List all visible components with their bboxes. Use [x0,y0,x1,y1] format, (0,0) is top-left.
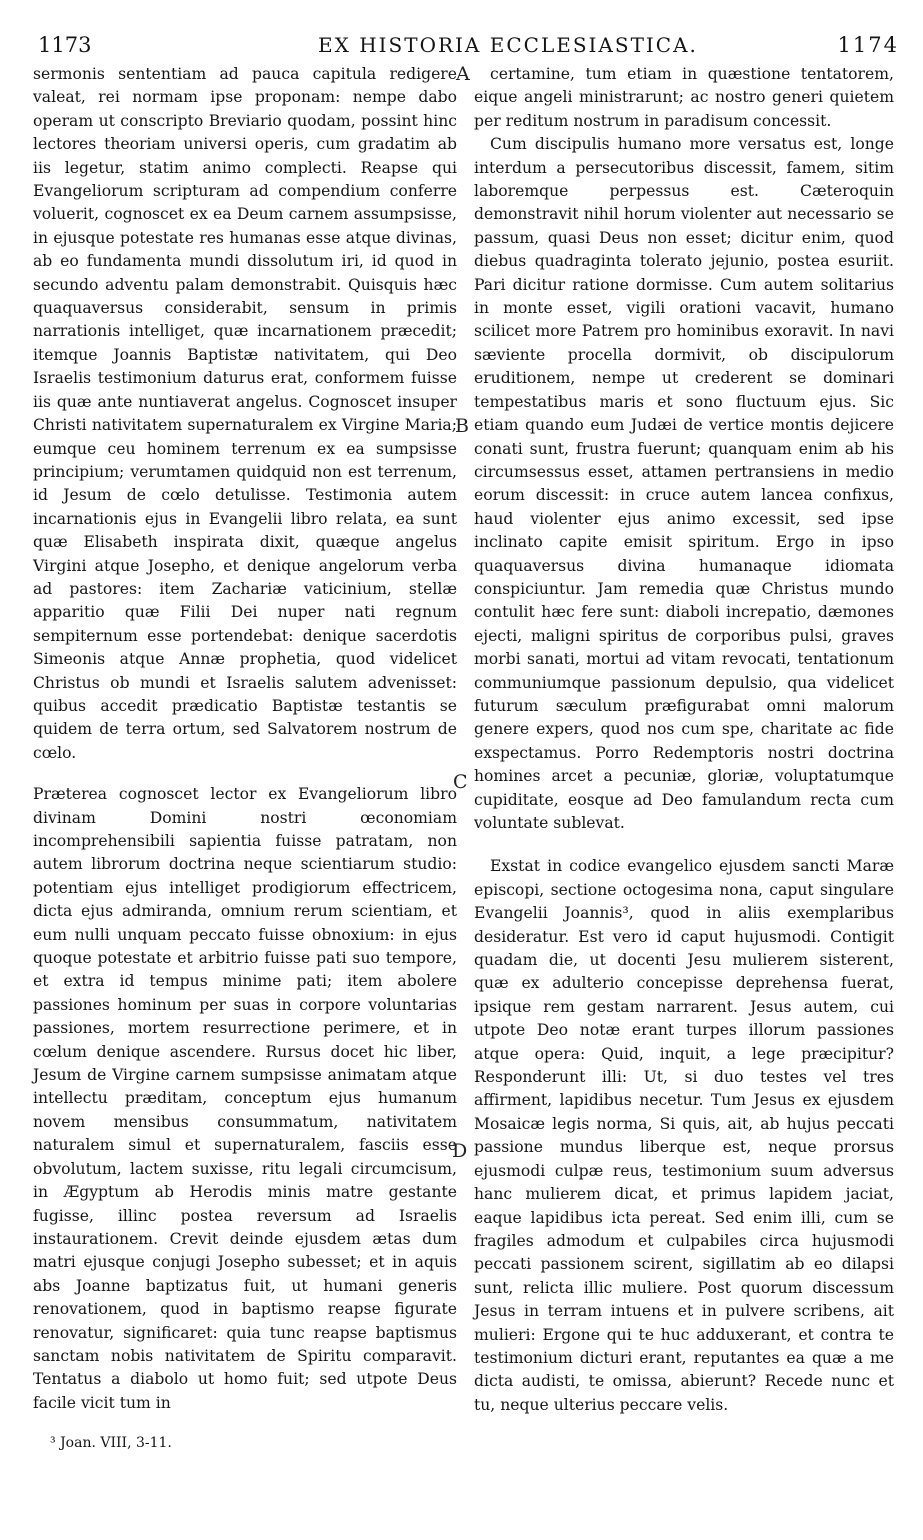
running-header [38,33,899,61]
paragraph: Cum discipulis humano more versatus est, longe interdum a persecutoribus discessit, famem, sitim laboremque perpessus est. Cæteroquin demonstravit nihil horum violenter aut necessario se passum, quasi Deus non esset; dicitur enim, quod diebus quadraginta tolerato jejunio, postea esuriit. Pari dicitur ratione dormisse. Cum autem solitarius in monte esset, vigili orationi vacavit, humano scilicet more Patrem pro hominibus exoravit. In navi sæviente procella dormivit, ob discipulorum eruditionem, nempe ut crederent se dominari tempestatibus maris et sono fluctuum ejus. Sic etiam quando eum Judæi de vertice montis dejicere conati sunt, frustra fuerunt; quanquam enim ab his circumsessus esset, attamen pertransiens in medio eorum discessit: in cruce autem lancea confixus, haud violenter ejus animo excessit, sed ipse inclinato capite emisit spiritum. Ergo in ipso quaquaversus divina humanaque idiomata conspiciuntur. Jam remedia quæ Christus mundo contulit hæc fere sunt: diaboli increpatio, dæmones ejecti, maligni spiritus de corporibus pulsi, graves morbi sanati, mortui ad vitam revocati, tentationum communiumque passionum depulsio, qua videlicet futurum sæculum præfigurabat omni malorum genere expers, quod nos cum spe, charitate ac fide exspectamus. Porro Redemptoris nostri doctrina homines arcet a pecuniæ, gloriæ, voluptatumque cupiditate, eosque ad Deo famulandum recta cum voluntate sublevat. [474,135,894,832]
running-title: EX HISTORIA ECCLESIASTICA. [318,33,698,57]
paragraph: sermonis sententiam ad pauca capitula redigere valeat, rei normam ipse proponam: nempe dabo operam ut conscripto Breviario quodam, possint hinc lectores theoriam universi operis, cum gradatim ab iis legetur, statim animo complecti. Reapse qui Evangeliorum scripturam ad compendium conferre voluerit, cognoscet ex ea Deum carnem assumpsisse, in ejusque potestate res humanas esse atque divinas, ab eo fundamenta mundi dissolutum iri, id quod in secundo adventu palam demonstrabit. Quisquis hæc quaquaversus considerabit, sensum in primis narrationis intelliget, quæ incarnationem præcedit; itemque Joannis Baptistæ nativitatem, qui Deo Israelis testimonium daturus erat, conformem fuisse iis quæ ante nuntiaverat angelus. Cognoscet insuper Christi nativitatem supernaturalem ex Virgine Maria; eumque ceu hominem terrenum ex ea sumpsisse principium; verumtamen quidquid non est terrenum, id Jesum de cœlo detulisse. Testimonia autem incarnationis ejus in Evangelii libro relata, ea sunt quæ Elisabeth inspirata dixit, quæque angelus Virgini atque Josepho, et denique angelorum verba ad pastores: item Zachariæ vaticinium, stellæ apparitio quæ Filii Dei nuper nati regnum sempiternum esse portendebat: denique sacerdotis Simeonis atque Annæ prophetia, quod videlicet Christus ob mundi et Israelis salutem advenisset: quibus accedit prædicatio Baptistæ testantis se quidem de terra ortum, sed Salvatorem nostrum de cœlo. [33,65,457,762]
paragraph: certamine, tum etiam in quæstione tentatorem, eique angeli ministrarunt; ac nostro generi quietem per reditum nostrum in paradisum concessit. [474,65,894,130]
paragraph: Præterea cognoscet lector ex Evangeliorum libro divinam Domini nostri œconomiam incomprehensibili sapientia fuisse patratam, non autem librorum doctrina neque scientiarum studio: potentiam ejus intelliget prodigiorum effectricem, dicta ejus admiranda, omnium rerum scientiam, et eum nulli unquam peccato fuisse obnoxium: in ejus quoque potestate et arbitrio fuisse pati suo tempore, et extra id tempus minime pati; item abolere passiones hominum per suas in corpore voluntarias passiones, mortem resurrectione perimere, et in cœlum denique ascendere. Rursus docet hic liber, Jesum de Virgine carnem sumpsisse animatam atque intellectu præditam, conceptum ejus humanum novem mensibus consummatum, nativitatem naturalem simul et supernaturalem, fasciis esse obvolutum, lactem suxisse, ritu legali circumcisum, in Ægyptum ab Herodis minis matre gestante fugisse, illinc postea reversum ad Israelis instaurationem. Crevit deinde ejusdem ætas dum matri ejusque conjugi Josepho subesset; et in aquis abs Joanne baptizatus fuit, ut humani generis renovationem, quod in baptismo reapse figurate renovatur, significaret: quia tunc reapse baptismus sanctam nobis nativitatem de Spiritu comparavit. Tentatus a diabolo ut homo fuit; sed utpote Deus facile vicit tum in [33,785,457,1412]
left-column [33,63,457,1415]
paragraph: Exstat in codice evangelico ejusdem sancti Maræ episcopi, sectione octogesima nona, caput singulare Evangelii Joannis³, quod in aliis exemplaribus desideratur. Est vero id caput hujusmodi. Contigit quadam die, ut docenti Jesu mulierem sisterent, quæ ex adulterio concepisse deprehensa fuerat, ipsique rem gestam narrarent. Jesus autem, cui utpote Deo notæ erant turpes illorum passiones atque opera: Quid, inquit, a lege præcipitur? Responderunt illi: Ut, si duo testes vel tres affirment, lapidibus necetur. Tum Jesus ex ejusdem Mosaicæ legis norma, Si quis, ait, ab hujus peccati passione mundus liberque est, neque prorsus ejusmodi culpæ reus, testimonium suum adversus hanc mulierem dicat, et primus lapidem jaciat, eaque lapidibus icta pereat. Sed enim illi, cum se fragiles admodum et culpabiles circa hujusmodi peccati passionem scirent, sigillatim ab eo dilapsi sunt, relicta illic muliere. Post quorum discessum Jesus in terram intuens et in pulvere scribens, ait mulieri: Ergone qui te huc adduxerant, et contra te testimonium dicturi erant, reputantes ea quæ a me dicta audisti, te omissa, abierunt? Recede nunc et tu, neque ulterius peccare velis. [474,857,894,1414]
footnote: ³ Joan. VIII, 3-11. [50,1435,172,1451]
page-number-right: 1174 [837,33,899,57]
section-marker-c: C [453,771,468,793]
right-column [474,63,894,1417]
section-marker-a: A [456,63,470,85]
section-marker-d: D [452,1140,468,1162]
section-marker-b: B [455,415,469,437]
page-number-left: 1173 [38,33,92,57]
